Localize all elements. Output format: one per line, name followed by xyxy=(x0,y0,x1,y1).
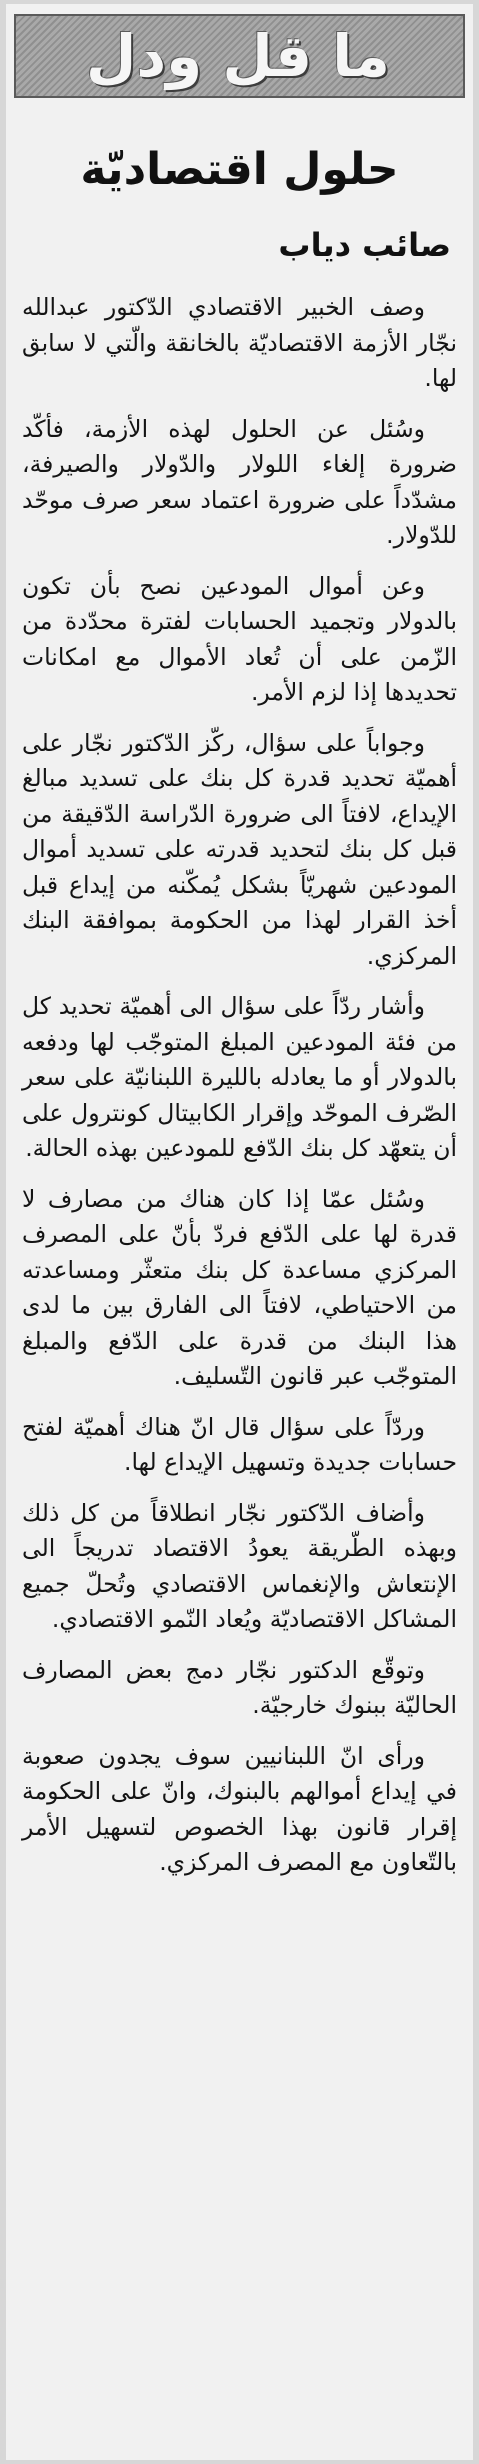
article-body xyxy=(22,290,457,1896)
article-paragraph: وأضاف الدّكتور نجّار انطلاقاً من كل ذلك وبهذه الطّريقة يعودُ الاقتصاد تدريجاً الى الإنتعاش والإنغماس الاقتصادي وتُحلّ جميع المشاكل الاقتصاديّة ويُعاد النّمو الاقتصادي. xyxy=(22,1498,457,1633)
article-paragraph: وتوقّع الدكتور نجّار دمج بعض المصارف الحاليّة ببنوك خارجيّة. xyxy=(22,1655,457,1719)
article-paragraph: وسُئل عمّا إذا كان هناك من مصارف لا قدرة لها على الدّفع فردّ بأنّ على المصرف المركزي مساعدة كل بنك متعثّر ومساعدته من الاحتياطي، لافتاً الى الفارق بين ما لدى هذا البنك من قدرة على الدّفع والمبلغ المتوجّب عبر قانون التّسليف. xyxy=(22,1184,457,1390)
article-author: صائب دياب xyxy=(278,226,451,264)
banner-title: ما قل ودل xyxy=(86,22,390,90)
newspaper-clipping xyxy=(6,4,473,2460)
column-banner xyxy=(14,14,465,98)
article-paragraph: وعن أموال المودعين نصح بأن تكون بالدولار وتجميد الحسابات لفترة محدّدة من الزّمن على أن تُعاد الأموال مع امكانات تحديدها إذا لزم الأمر. xyxy=(22,571,457,706)
article-paragraph: وردّاً على سؤال قال انّ هناك أهميّة لفتح حسابات جديدة وتسهيل الإيداع لها. xyxy=(22,1412,457,1476)
article-paragraph: وسُئل عن الحلول لهذه الأزمة، فأكّد ضرورة إلغاء اللولار والدّولار والصيرفة، مشدّداً على ضرورة اعتماد سعر صرف موحّد للدّولار. xyxy=(22,414,457,549)
article-headline: حلول اقتصاديّة xyxy=(80,144,399,195)
article-paragraph: وأشار ردّاً على سؤال الى أهميّة تحديد كل من فئة المودعين المبلغ المتوجّب لها ودفعه بالدولار أو ما يعادله بالليرة اللبنانيّة على سعر الصّرف الموحّد وإقرار الكابيتال كونترول على أن يتعهّد كل بنك الدّفع للمودعين بهذه الحالة. xyxy=(22,992,457,1162)
article-paragraph: ورأى انّ اللبنانيين سوف يجدون صعوبة في إيداع أموالهم بالبنوك، وانّ على الحكومة إقرار قانون بهذا الخصوص لتسهيل الأمر بالتّعاون مع المصرف المركزي. xyxy=(22,1741,457,1876)
article-paragraph: وجواباً على سؤال، ركّز الدّكتور نجّار على أهميّة تحديد قدرة كل بنك على تسديد مبالغ الإيداع، لافتاً الى ضرورة الدّراسة الدّقيقة من قبل كل بنك لتحديد قدرته على تسديد أموال المودعين شهريّاً بشكل يُمكّنه من إيداع قبل أخذ القرار لهذا من الحكومة بموافقة البنك المركزي. xyxy=(22,728,457,970)
article-paragraph: وصف الخبير الاقتصادي الدّكتور عبدالله نجّار الأزمة الاقتصاديّة بالخانقة والّتي لا سابق لها. xyxy=(22,293,457,392)
